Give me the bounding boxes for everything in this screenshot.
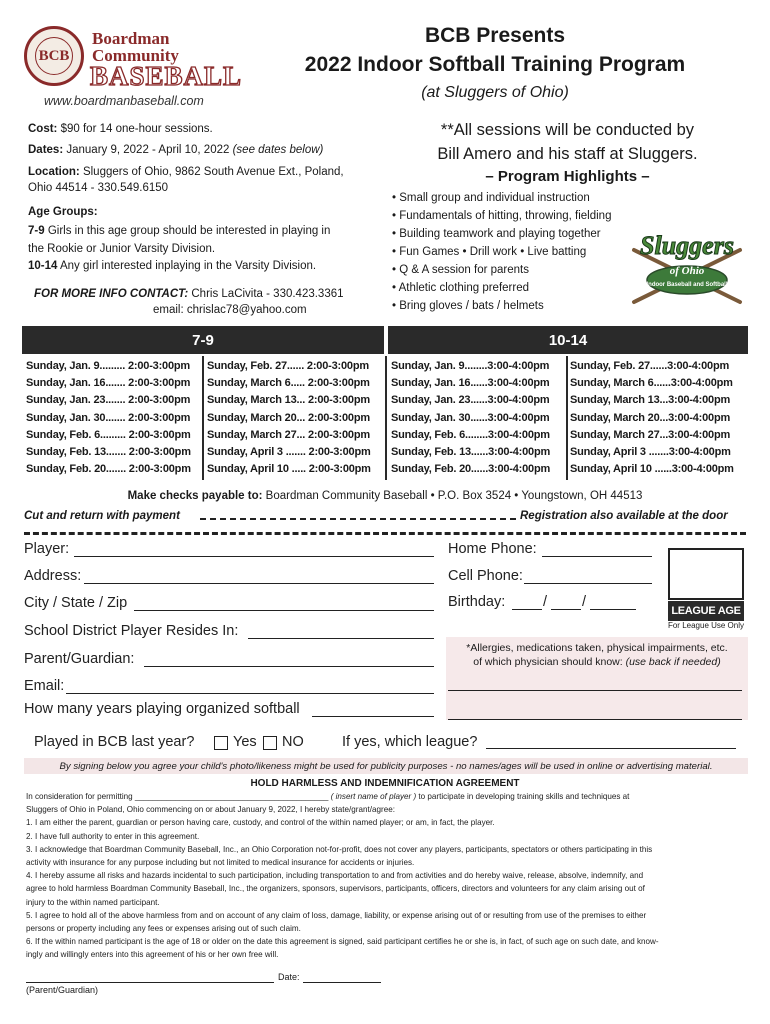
league-use-only: For League Use Only — [667, 621, 745, 630]
schedule-row: Sunday, March 20... 2:00-3:00pm — [207, 411, 370, 424]
agreement-item: ingly and willingly enters into this agreement of his or her own free will. — [26, 950, 279, 960]
allergy-box[interactable] — [446, 637, 748, 720]
schedule-divider — [566, 356, 568, 480]
email-field[interactable] — [66, 693, 434, 694]
highlight-item: • Fun Games • Drill work • Live batting — [392, 243, 611, 261]
schedule-divider — [385, 356, 387, 480]
highlight-item: • Small group and individual instruction — [392, 189, 611, 207]
bcb-seal-monogram: BCB — [35, 37, 73, 75]
checkbox-icon — [263, 736, 277, 750]
agreement-item: persons or property including any fees or expenses arising out of such claim. — [26, 924, 301, 934]
league-age-label: LEAGUE AGE — [668, 601, 744, 621]
agreement-item: 2. I have full authority to enter in this agreement. — [26, 831, 200, 841]
cell-phone-label: Cell Phone: — [448, 568, 523, 584]
years-label: How many years playing organized softball — [24, 701, 300, 717]
agreement-item: 5. I agree to hold all of the above harmless from and on account of any claim of loss, damage, liability, or expense arising out of or resulting from use of the premises to either — [26, 910, 647, 920]
schedule-7-9-col1 — [26, 358, 191, 478]
address-field[interactable] — [84, 583, 434, 584]
schedule-header-10-14: 10-14 — [388, 326, 748, 354]
player-label: Player: — [24, 541, 70, 557]
title-presents: BCB Presents — [424, 24, 566, 47]
schedule-row: Sunday, April 10 ..... 2:00-3:00pm — [207, 463, 371, 476]
logo-boardman: Boardman — [92, 29, 170, 48]
contact-info: FOR MORE INFO CONTACT: Chris LaCivita - 330.423.3361 — [34, 288, 344, 300]
agreement-title: HOLD HARMLESS AND INDEMNIFICATION AGREEMENT — [250, 778, 520, 789]
no-label: NO — [282, 734, 304, 750]
player-field[interactable] — [74, 556, 434, 557]
schedule-row: Sunday, Feb. 27...... 2:00-3:00pm — [207, 360, 369, 372]
city-label: City / State / Zip — [24, 595, 128, 611]
date-label: Date: — [278, 972, 300, 982]
logo-baseball: BASEBALL — [90, 61, 243, 91]
home-phone-label: Home Phone: — [448, 541, 537, 557]
schedule-row: Sunday, Jan. 30......3:00-4:00pm — [391, 411, 550, 424]
highlight-item: • Bring gloves / bats / helmets — [392, 297, 611, 315]
schedule-row: Sunday, Jan. 23......3:00-4:00pm — [391, 394, 550, 407]
schedule-row: Sunday, Feb. 20......3:00-4:00pm — [391, 463, 551, 476]
schedule-row: Sunday, Jan. 30....... 2:00-3:00pm — [26, 411, 191, 424]
address-label: Address: — [24, 568, 82, 584]
league-age-box — [668, 548, 744, 600]
signature-label: (Parent/Guardian) — [26, 985, 99, 995]
sluggers-word: Sluggers — [640, 232, 734, 260]
schedule-row: Sunday, March 13... 2:00-3:00pm — [207, 394, 370, 407]
title-venue: (at Sluggers of Ohio) — [421, 84, 569, 101]
agreement-item: 1. I am either the parent, guardian or person having care, custody, and control of the within named player; or am, in fact, the player. — [26, 818, 495, 828]
bcb-seal-logo — [24, 26, 84, 86]
photo-consent: By signing below you agree your child's photo/likeness might be used for publicity purposes - no names/ages will be used in online or advertising material. — [24, 758, 748, 774]
schedule-row: Sunday, Feb. 6......... 2:00-3:00pm — [26, 428, 191, 441]
yes-checkbox[interactable] — [214, 734, 228, 752]
allergy-line[interactable] — [448, 719, 742, 720]
highlight-item: • Athletic clothing preferred — [392, 279, 611, 297]
agreement-item: 3. I acknowledge that Boardman Community Baseball, Inc., an Ohio Corporation not-for-profit, does not cover any players, participants, spectators or others participating in this — [26, 844, 653, 854]
sluggers-logo — [628, 232, 746, 306]
agreement-item: 4. I hereby assume all risks and hazards incidental to such participation, including transportation to and from activities and do hereby waive, release, absolve, indemnify, and — [26, 871, 644, 881]
sluggers-sub: of Ohio — [669, 265, 705, 277]
highlight-item: • Building teamwork and playing together — [392, 225, 611, 243]
cut-dash-line — [200, 518, 516, 520]
school-field[interactable] — [248, 638, 434, 639]
schedule-row: Sunday, Jan. 16......3:00-4:00pm — [391, 377, 550, 390]
birthday-day-field[interactable] — [551, 609, 581, 610]
highlight-item: • Fundamentals of hitting, throwing, fielding — [392, 207, 611, 225]
agreement-intro: In consideration for permitting ___________________________________________ ( insert name of player ) to participate in developing training skills and techniques at — [26, 792, 630, 801]
schedule-row: Sunday, April 10 ......3:00-4:00pm — [570, 463, 734, 476]
title-program: 2022 Indoor Softball Training Program — [304, 53, 686, 76]
city-field[interactable] — [134, 610, 434, 611]
registration-door-label: Registration also available at the door — [520, 510, 728, 522]
schedule-row: Sunday, March 20...3:00-4:00pm — [570, 411, 731, 424]
schedule-row: Sunday, Jan. 9........3:00-4:00pm — [391, 360, 550, 372]
years-field[interactable] — [312, 716, 434, 717]
highlight-item: • Q & A session for parents — [392, 261, 611, 279]
birthday-month-field[interactable] — [512, 609, 542, 610]
schedule-row: Sunday, March 6......3:00-4:00pm — [570, 377, 733, 390]
agreement-item: activity with insurance for any purpose including but not limited to medical insurance for accidents or injuries. — [26, 858, 415, 868]
note-line1: **All sessions will be conducted by — [440, 121, 695, 139]
age-group-7-9: 7-9 Girls in this age group should be interested in playing in the Rookie or Junior Varsity Division. — [28, 225, 331, 255]
schedule-row: Sunday, Feb. 13....... 2:00-3:00pm — [26, 446, 191, 459]
cost-line: Cost: $90 for 14 one-hour sessions. — [28, 123, 213, 135]
highlights-title: – Program Highlights – — [485, 168, 650, 185]
highlights-list — [392, 189, 611, 315]
school-label: School District Player Resides In: — [24, 623, 239, 639]
agreement-item: injury to the within named participant. — [26, 897, 160, 907]
checks-payable: Make checks payable to: Boardman Community Baseball • P.O. Box 3524 • Youngstown, OH 44513 — [127, 490, 643, 502]
schedule-row: Sunday, March 27...3:00-4:00pm — [570, 428, 731, 441]
logo-community: Community — [92, 46, 179, 65]
cut-return-label: Cut and return with payment — [24, 510, 180, 522]
schedule-row: Sunday, Feb. 27......3:00-4:00pm — [570, 360, 730, 372]
email-label: Email: — [24, 678, 65, 694]
played-question: Played in BCB last year? — [34, 734, 195, 750]
schedule-row: Sunday, March 6..... 2:00-3:00pm — [207, 377, 370, 390]
checkbox-icon — [214, 736, 228, 750]
parent-field[interactable] — [144, 666, 434, 667]
allergy-line[interactable] — [448, 690, 742, 691]
date-field[interactable] — [303, 982, 381, 983]
sluggers-tag: Indoor Baseball and Softball — [646, 282, 728, 288]
birthday-sep: / — [543, 594, 548, 610]
agreement-item: agree to hold harmless Boardman Community Baseball, Inc., the organizers, sponsors, supervisors, participants, officers, directors and volunteers for any claim arising out of — [26, 884, 645, 894]
allergy-text: *Allergies, medications taken, physical impairments, etc. of which physician should know: (use back if needed) — [466, 642, 728, 668]
schedule-row: Sunday, April 3 .......3:00-4:00pm — [570, 446, 731, 459]
yes-label: Yes — [233, 734, 257, 750]
which-league-label: If yes, which league? — [342, 734, 478, 750]
no-checkbox[interactable] — [263, 734, 277, 752]
signature-field[interactable] — [26, 982, 274, 983]
note-line2: Bill Amero and his staff at Sluggers. — [437, 145, 698, 163]
schedule-divider — [202, 356, 204, 480]
agreement-item: 6. If the within named participant is the age of 18 or older on the date this agreement is signed, said participant certifies he or she is, in fact, of such age on such date, and know- — [26, 937, 659, 947]
schedule-row: Sunday, April 3 ....... 2:00-3:00pm — [207, 446, 371, 459]
age-group-10-14: 10-14 Any girl interested inplaying in the Varsity Division. — [28, 260, 317, 272]
schedule-row: Sunday, March 13...3:00-4:00pm — [570, 394, 731, 407]
agreement-body — [26, 790, 746, 962]
parent-label: Parent/Guardian: — [24, 651, 135, 667]
cell-phone-field[interactable] — [524, 583, 652, 584]
age-groups-label: Age Groups: — [28, 206, 98, 218]
location-line: Location: Sluggers of Ohio, 9862 South Avenue Ext., Poland, Ohio 44514 - 330.549.6150 — [28, 166, 344, 194]
schedule-row: Sunday, Feb. 13......3:00-4:00pm — [391, 446, 551, 459]
birthday-year-field[interactable] — [590, 609, 636, 610]
schedule-header-7-9: 7-9 — [22, 326, 384, 354]
schedule-10-14-col1 — [391, 358, 550, 478]
birthday-label: Birthday: — [448, 594, 506, 610]
website-link[interactable]: www.boardmanbaseball.com — [44, 94, 204, 108]
contact-email[interactable]: email: chrislac78@yahoo.com — [153, 304, 307, 316]
birthday-sep: / — [582, 594, 587, 610]
schedule-row: Sunday, Jan. 16....... 2:00-3:00pm — [26, 377, 191, 390]
home-phone-field[interactable] — [542, 556, 652, 557]
schedule-row: Sunday, Feb. 6........3:00-4:00pm — [391, 428, 550, 441]
schedule-row: Sunday, Jan. 23....... 2:00-3:00pm — [26, 394, 191, 407]
schedule-7-9-col2 — [207, 358, 371, 478]
which-league-field[interactable] — [486, 748, 736, 749]
schedule-row: Sunday, Jan. 9......... 2:00-3:00pm — [26, 360, 190, 372]
dates-line: Dates: January 9, 2022 - April 10, 2022 (see dates below) — [28, 144, 324, 156]
schedule-10-14-col2 — [570, 358, 734, 478]
agreement-intro-2: Sluggers of Ohio in Poland, Ohio commencing on or about January 9, 2022, I hereby state/grant/agree: — [26, 805, 395, 815]
cut-line — [24, 532, 746, 535]
schedule-row: Sunday, March 27... 2:00-3:00pm — [207, 428, 370, 441]
schedule-row: Sunday, Feb. 20....... 2:00-3:00pm — [26, 463, 191, 476]
